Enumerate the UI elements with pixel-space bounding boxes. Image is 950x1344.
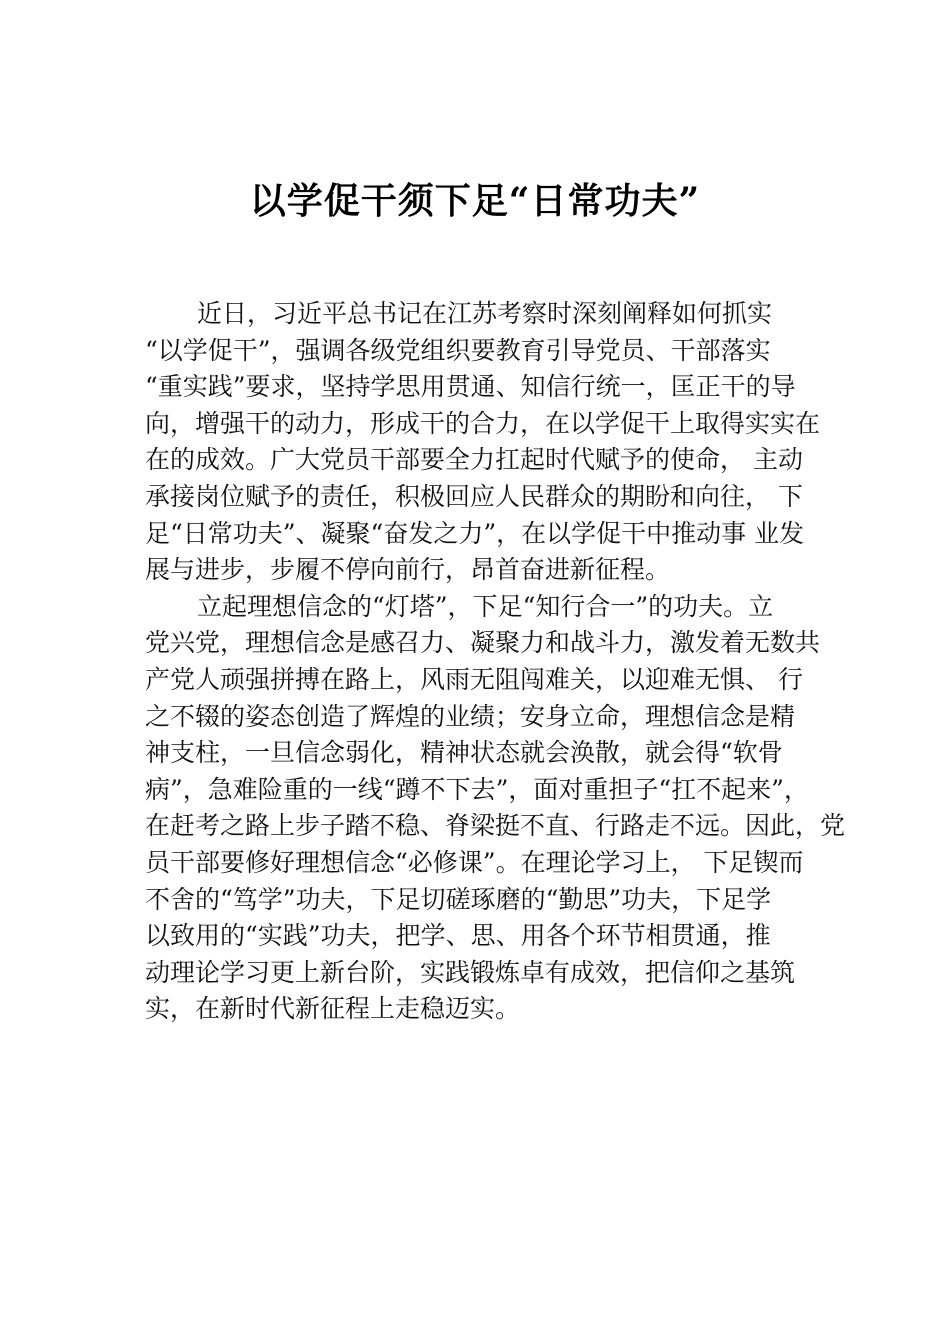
document-body xyxy=(145,296,846,1028)
text-line: 承接岗位赋予的责任，积极回应人民群众的期盼和向往， 下 xyxy=(145,481,803,511)
text-line: 产党人顽强拼搏在路上，风雨无阻闯难关，以迎难无惧、 行 xyxy=(145,664,803,694)
text-line: 以致用的“实践”功夫，把学、思、用各个环节相贯通，推 xyxy=(145,921,771,951)
text-line: “以学促干”，强调各级党组织要教育引导党员、干部落实 xyxy=(145,335,771,365)
text-line: 病”，急难险重的一线“蹲不下去”，面对重担子“扛不起来”， xyxy=(145,774,809,804)
text-line: 在赶考之路上步子踏不稳、脊梁挺不直、行路走不远。因此，党 xyxy=(145,811,846,841)
text-line: 神支柱，一旦信念弱化，精神状态就会涣散，就会得“软骨 xyxy=(145,738,783,768)
paragraph-1 xyxy=(145,296,827,589)
text-line: 在的成效。广大党员干部要全力扛起时代赋予的使命， 主动 xyxy=(145,445,803,475)
text-line: 足“日常功夫”、凝聚“奋发之力”，在以学促干中推动事 业发 xyxy=(145,518,805,548)
text-line: 展与进步，步履不停向前行，昂首奋进新征程。 xyxy=(145,555,671,585)
text-line: “重实践”要求，坚持学思用贯通、知信行统一，匡正干的导 xyxy=(145,372,796,402)
text-line: 党兴党，理想信念是感召力、凝聚力和战斗力，激发着无数共 xyxy=(145,628,821,658)
text-line: 实，在新时代新征程上走稳迈实。 xyxy=(145,994,521,1024)
text-line: 不舍的“笃学”功夫，下足切磋琢磨的“勤思”功夫，下足学 xyxy=(145,884,772,914)
text-line: 之不辍的姿态创造了辉煌的业绩；安身立命，理想信念是精 xyxy=(145,701,796,731)
paragraph-2 xyxy=(145,589,846,1028)
text-line: 员干部要修好理想信念“必修课”。在理论学习上， 下足锲而 xyxy=(145,847,804,877)
text-line: 立起理想信念的“灯塔”，下足“知行合一”的功夫。立 xyxy=(197,591,774,621)
text-line: 近日，习近平总书记在江苏考察时深刻阐释如何抓实 xyxy=(197,299,773,328)
text-line: 动理论学习更上新台阶，实践锻炼卓有成效，把信仰之基筑 xyxy=(145,957,796,987)
text-line: 向，增强干的动力，形成干的合力，在以学促干上取得实实在 xyxy=(145,408,821,438)
page-title: 以学促干须下足“日常功夫” xyxy=(249,180,701,222)
